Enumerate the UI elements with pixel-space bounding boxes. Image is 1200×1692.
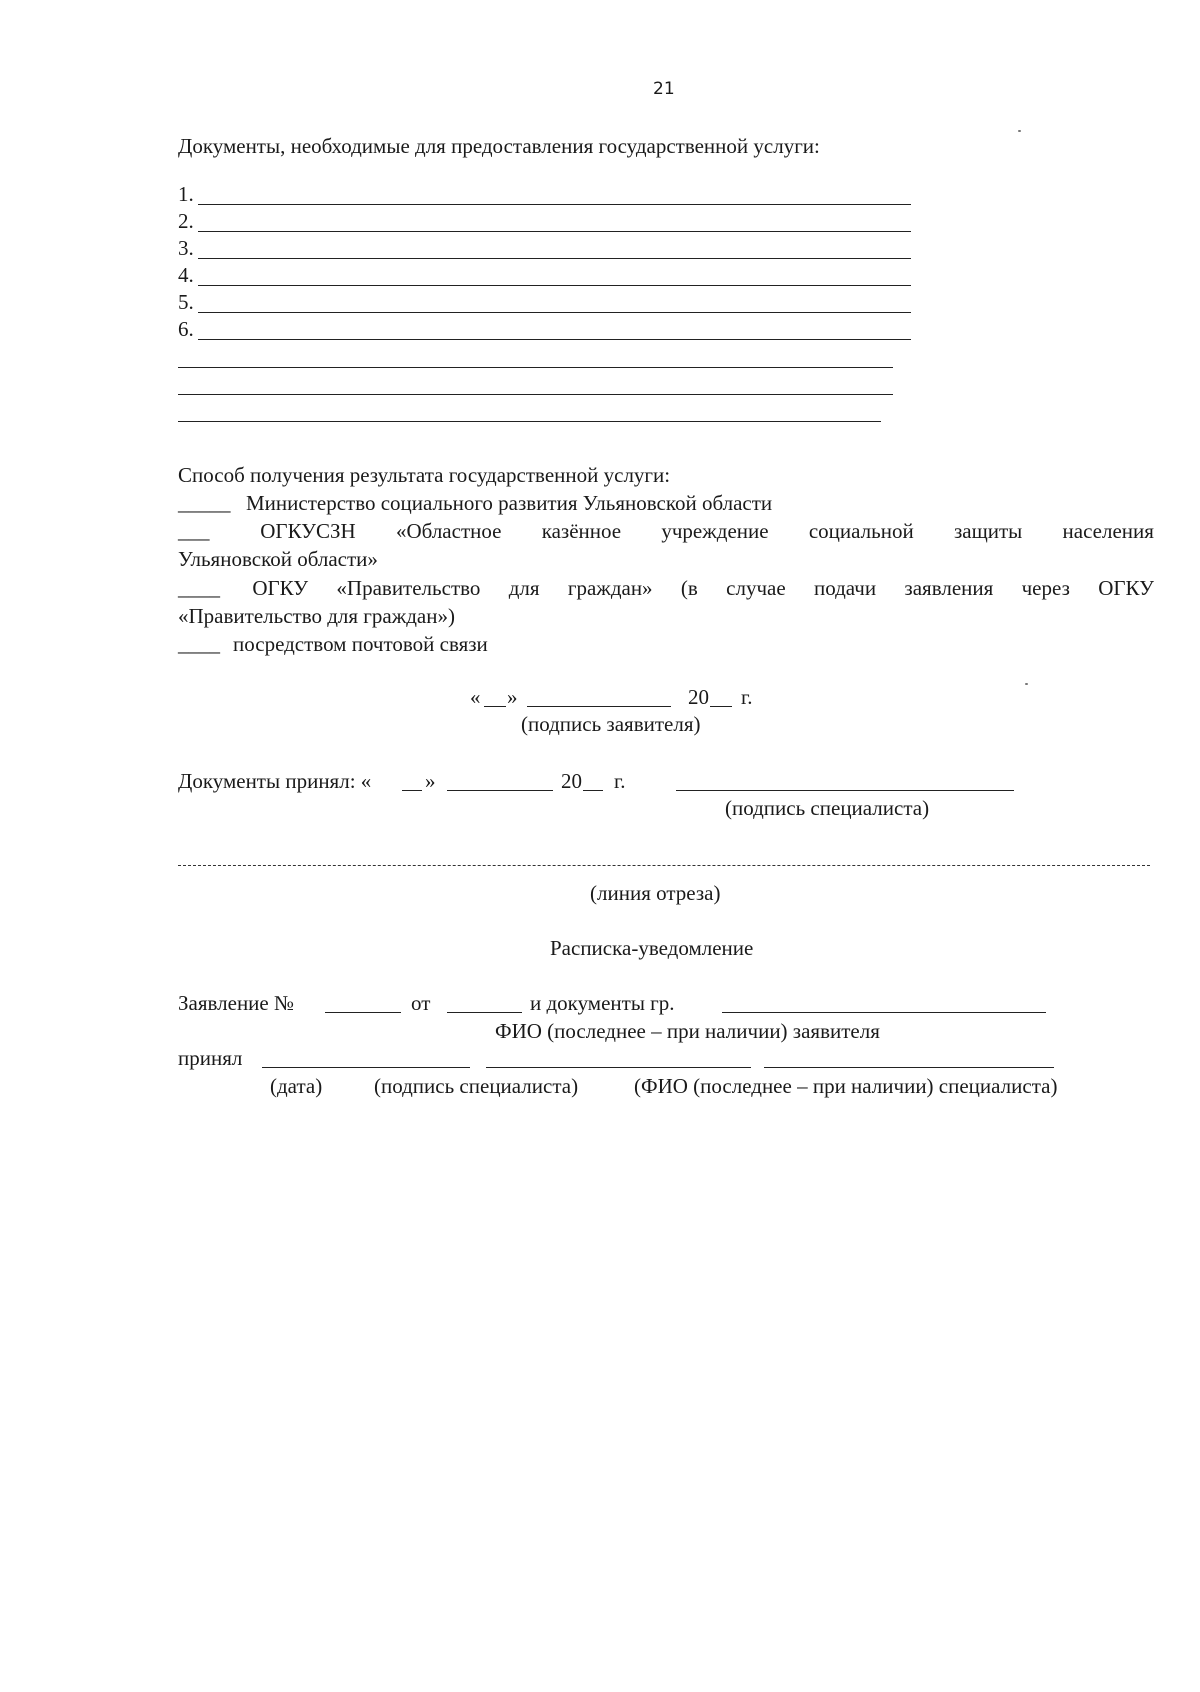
day-blank[interactable] bbox=[484, 706, 506, 707]
option-2-word: ОГКУСЗН bbox=[260, 519, 356, 543]
accepted-by-label: принял bbox=[178, 1046, 243, 1070]
option-4-text: посредством почтовой связи bbox=[233, 632, 488, 656]
scan-speck bbox=[1025, 683, 1028, 685]
list-item-number: 3. bbox=[178, 236, 194, 260]
option-3-line bbox=[178, 578, 1154, 599]
receipt-specialist-name-blank[interactable] bbox=[764, 1067, 1054, 1068]
document-5-line[interactable] bbox=[198, 312, 911, 313]
option-2-word: защиты bbox=[953, 519, 1023, 543]
accepted-year-suffix: г. bbox=[614, 769, 626, 793]
option-3-word: ОГКУ bbox=[252, 576, 309, 600]
document-2-line[interactable] bbox=[198, 231, 911, 232]
option-3-blank[interactable]: ____ bbox=[178, 576, 220, 600]
option-1-blank[interactable]: _____ bbox=[178, 491, 231, 515]
option-1-text: Министерство социального развития Ульяновской области bbox=[246, 491, 773, 515]
specialist-signature-line[interactable] bbox=[676, 790, 1014, 791]
option-2-word: социальной bbox=[808, 519, 914, 543]
option-2-word: учреждение bbox=[661, 519, 769, 543]
receipt-title: Расписка-уведомление bbox=[550, 936, 754, 960]
applicant-signature-caption: (подпись заявителя) bbox=[521, 712, 701, 736]
date-caption: (дата) bbox=[270, 1074, 323, 1098]
accepted-close-quote: » bbox=[425, 769, 436, 793]
statement-date-blank[interactable] bbox=[447, 1012, 522, 1013]
option-4-blank[interactable]: ____ bbox=[178, 632, 220, 656]
scan-speck bbox=[1018, 130, 1021, 132]
list-item-number: 2. bbox=[178, 209, 194, 233]
receipt-date-blank[interactable] bbox=[262, 1067, 470, 1068]
date-close-quote: » bbox=[507, 685, 518, 709]
cut-line bbox=[178, 865, 1150, 866]
list-item-number: 1. bbox=[178, 182, 194, 206]
receipt-signature-blank[interactable] bbox=[486, 1067, 751, 1068]
applicant-name-caption: ФИО (последнее – при наличии) заявителя bbox=[495, 1019, 880, 1043]
accepted-day-blank[interactable] bbox=[402, 790, 422, 791]
document-4-line[interactable] bbox=[198, 285, 911, 286]
option-3-word: заявления bbox=[904, 576, 994, 600]
option-2-word: населения bbox=[1062, 519, 1154, 543]
option-2-blank[interactable]: ___ bbox=[178, 519, 210, 543]
statement-number-blank[interactable] bbox=[325, 1012, 401, 1013]
option-3-word: для bbox=[508, 576, 540, 600]
accepted-month-blank[interactable] bbox=[447, 790, 553, 791]
option-3-word: ОГКУ bbox=[1098, 576, 1154, 600]
year-prefix: 20 bbox=[688, 685, 709, 709]
accepted-label: Документы принял: « bbox=[178, 769, 372, 793]
option-3-word: через bbox=[1021, 576, 1070, 600]
page-number: 21 bbox=[653, 79, 675, 99]
cut-line-caption: (линия отреза) bbox=[590, 881, 721, 905]
docs-label: и документы гр. bbox=[530, 991, 675, 1015]
specialist-signature-caption: (подпись специалиста) bbox=[725, 796, 930, 820]
list-item-number: 6. bbox=[178, 317, 194, 341]
document-1-line[interactable] bbox=[198, 204, 911, 205]
option-2-word: «Областное bbox=[396, 519, 502, 543]
extra-line[interactable] bbox=[178, 367, 893, 368]
option-3-word: «Правительство bbox=[336, 576, 481, 600]
method-heading: Способ получения результата государственной услуги: bbox=[178, 463, 671, 487]
document-3-line[interactable] bbox=[198, 258, 911, 259]
option-2-line2: Ульяновской области» bbox=[178, 547, 378, 571]
accepted-year-prefix: 20 bbox=[561, 769, 582, 793]
option-3-word: случае bbox=[726, 576, 786, 600]
documents-heading: Документы, необходимые для предоставления государственной услуги: bbox=[178, 134, 820, 158]
list-item-number: 4. bbox=[178, 263, 194, 287]
statement-label: Заявление № bbox=[178, 991, 295, 1015]
month-blank[interactable] bbox=[527, 706, 671, 707]
document-6-line[interactable] bbox=[198, 339, 911, 340]
specialist-name-caption: (ФИО (последнее – при наличии) специалиста) bbox=[634, 1074, 1058, 1098]
option-3-word: (в bbox=[680, 576, 698, 600]
extra-line[interactable] bbox=[178, 394, 893, 395]
option-2-word: казённое bbox=[541, 519, 622, 543]
option-3-word: граждан» bbox=[567, 576, 653, 600]
accepted-year-blank[interactable] bbox=[583, 790, 603, 791]
option-3-word: подачи bbox=[813, 576, 877, 600]
signature-caption: (подпись специалиста) bbox=[374, 1074, 579, 1098]
year-blank[interactable] bbox=[710, 706, 732, 707]
option-3-line2: «Правительство для граждан») bbox=[178, 604, 455, 628]
list-item-number: 5. bbox=[178, 290, 194, 314]
date-open-quote: « bbox=[470, 685, 481, 709]
year-suffix: г. bbox=[741, 685, 753, 709]
extra-line[interactable] bbox=[178, 421, 881, 422]
from-label: от bbox=[411, 991, 431, 1015]
option-2-line bbox=[178, 521, 1154, 542]
applicant-name-blank[interactable] bbox=[722, 1012, 1046, 1013]
